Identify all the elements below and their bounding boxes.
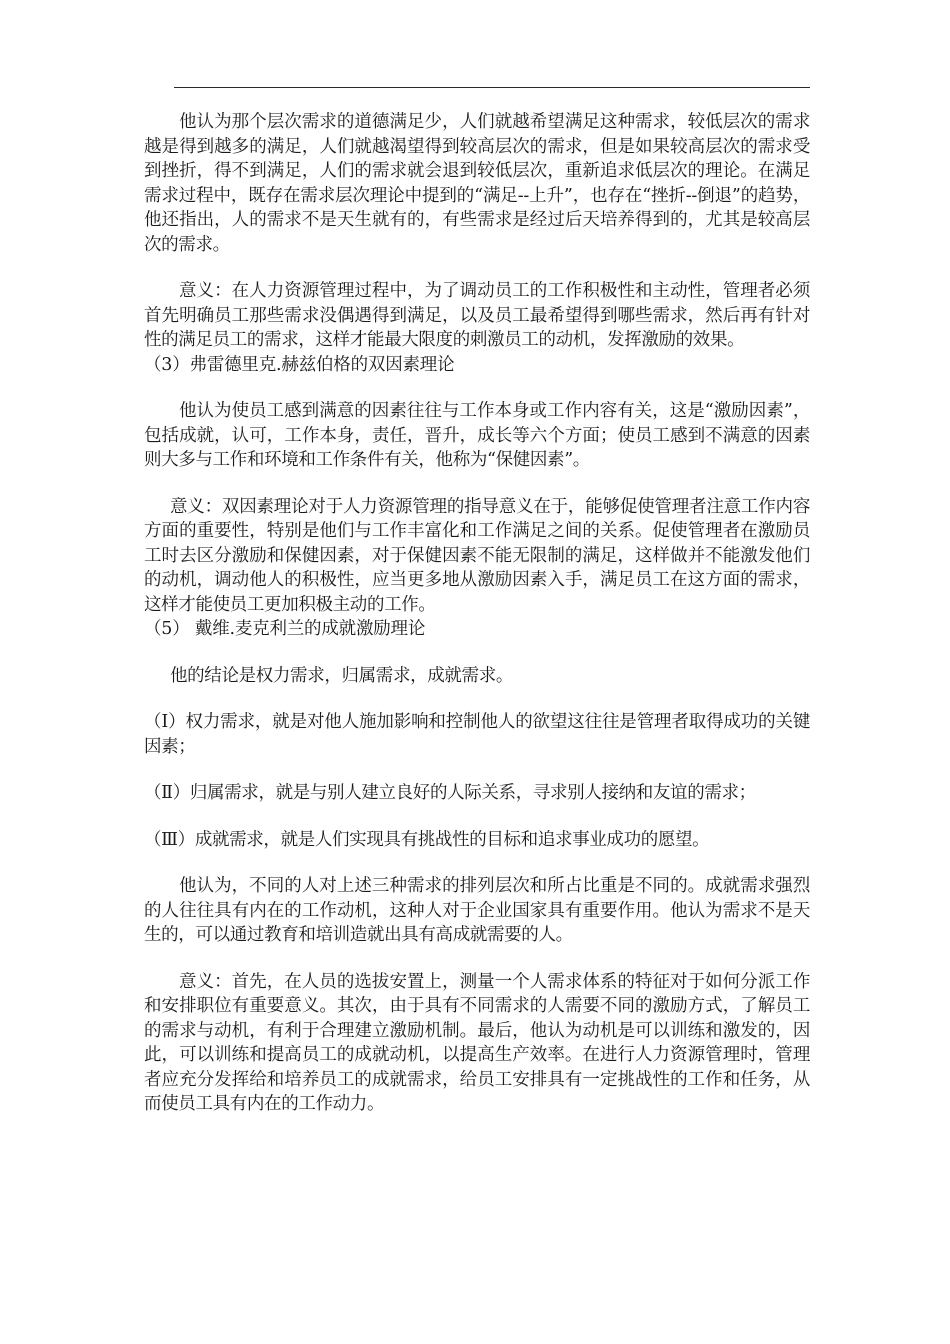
section-heading-herzberg: （3）弗雷德里克.赫兹伯格的双因素理论 (144, 354, 455, 375)
paragraph-mcclelland-conclusion: 他的结论是权力需求，归属需求，成就需求。 (170, 665, 513, 686)
paragraph-significance-3: 意义：首先，在人员的选拔安置上，测量一个人需求体系的特征对于如何分派工作和安排职位有重要意义。其次，由于具有不同需求的人需要不同的激励方式，了解员工的需求与动机，有利于合理建立激励机制。最后，他认为动机是可以训练和激发的，因此，可以训练和提高员工的成就动机，以提高生产效率。在进行人力资源管理时，管理者应充分发挥给和培养员工的成就需求，给员工安排具有一定挑战性的工作和任务，从而使员工具有内在的工作动力。 (144, 971, 810, 1114)
header-rule (174, 87, 810, 88)
paragraph-significance-2: 意义：双因素理论对于人力资源管理的指导意义在于，能够促使管理者注意工作内容方面的重要性，特别是他们与工作丰富化和工作满足之间的关系。促使管理者在激励员工时去区分激励和保健因素，对于保健因素不能无限制的满足，这样做并不能激发他们的动机，调动他人的积极性，应当更多地从激励因素入手，满足员工在这方面的需求，这样才能使员工更加积极主动的工作。 (144, 496, 810, 615)
list-item-achievement-need: （Ⅲ）成就需求，就是人们实现具有挑战性的目标和追求事业成功的愿望。 (144, 829, 710, 850)
paragraph-hierarchy-regression: 他认为那个层次需求的道德满足少，人们就越希望满足这种需求，较低层次的需求越是得到越多的满足，人们就越渴望得到较高层次的需求，但是如果较高层次的需求受到挫折，得不到满足，人们的需求就会退到较低层次，重新追求低层次的理论。在满足需求过程中，既存在需求层次理论中提到的“满足--上升”，也存在“挫折--倒退”的趋势，他还指出，人的需求不是天生就有的，有些需求是经过后天培养得到的，尤其是较高层次的需求。 (144, 112, 810, 255)
paragraph-mcclelland-view: 他认为，不同的人对上述三种需求的排列层次和所占比重是不同的。成就需求强烈的人往往具有内在的工作动机，这种人对于企业国家具有重要作用。他认为需求不是天生的，可以通过教育和培训造就出具有高成就需要的人。 (144, 876, 810, 945)
paragraph-herzberg-factors: 他认为使员工感到满意的因素往往与工作本身或工作内容有关，这是“激励因素”，包括成就，认可，工作本身，责任，晋升，成长等六个方面；使员工感到不满意的因素则大多与工作和环境和工作条件有关，他称为“保健因素”。 (144, 401, 810, 470)
section-heading-mcclelland: （5） 戴维.麦克利兰的成就激励理论 (144, 619, 426, 639)
list-item-power-need: （Ⅰ）权力需求，就是对他人施加影响和控制他人的欲望这往往是管理者取得成功的关键因素； (144, 712, 810, 757)
paragraph-significance-1: 意义：在人力资源管理过程中，为了调动员工的工作积极性和主动性，管理者必须首先明确员工那些需求没偶遇得到满足，以及员工最希望得到哪些需求，然后再有针对性的满足员工的需求，这样才能最大限度的刺激员工的动机，发挥激励的效果。 (144, 281, 810, 350)
document-body (144, 110, 810, 1117)
list-item-affiliation-need: （Ⅱ）归属需求，就是与别人建立良好的人际关系，寻求别人接纳和友谊的需求； (144, 783, 756, 803)
